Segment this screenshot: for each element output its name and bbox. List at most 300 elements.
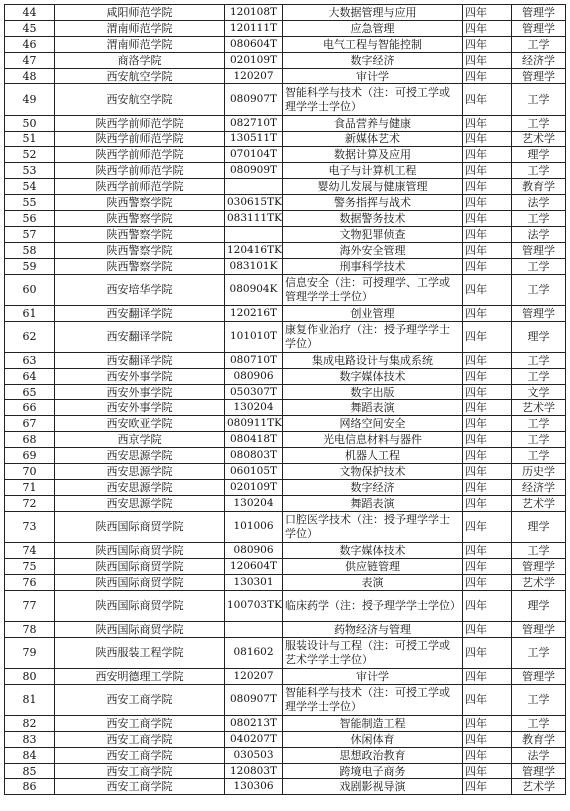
table-row: [5, 400, 566, 416]
cell-major-code: 070104T: [225, 147, 283, 163]
cell-major-name: 舞蹈表演: [283, 400, 463, 416]
cell-major-code: 081602: [225, 637, 283, 668]
cell-school: 西安外事学院: [55, 384, 225, 400]
cell-degree: 经济学: [512, 52, 566, 68]
cell-degree: 工学: [512, 542, 566, 558]
cell-degree: 历史学: [512, 464, 566, 480]
table-row: [5, 763, 566, 779]
cell-degree: 法学: [512, 226, 566, 242]
cell-major-name: 审计学: [283, 68, 463, 84]
cell-seq: 67: [5, 416, 55, 432]
cell-degree: 理学: [512, 511, 566, 542]
cell-degree: 艺术学: [512, 495, 566, 511]
cell-major-name: 数字经济: [283, 52, 463, 68]
cell-school: 陕西学前师范学院: [55, 147, 225, 163]
cell-school: 西安工商学院: [55, 731, 225, 747]
cell-major-name: 警务指挥与战术: [283, 195, 463, 211]
cell-major-code: 082710T: [225, 115, 283, 131]
cell-duration: 四年: [463, 448, 512, 464]
cell-major-code: 120207: [225, 68, 283, 84]
cell-school: 西安翻译学院: [55, 305, 225, 321]
cell-duration: 四年: [463, 731, 512, 747]
cell-school: 渭南师范学院: [55, 36, 225, 52]
cell-seq: 73: [5, 511, 55, 542]
cell-degree: 教育学: [512, 179, 566, 195]
cell-school: 陕西国际商贸学院: [55, 511, 225, 542]
major-approval-table: [4, 4, 566, 795]
cell-major-code: 080710T: [225, 352, 283, 368]
cell-seq: 62: [5, 321, 55, 352]
table-row: [5, 179, 566, 195]
table-row: [5, 542, 566, 558]
table-row: [5, 416, 566, 432]
cell-seq: 61: [5, 305, 55, 321]
cell-seq: 77: [5, 590, 55, 621]
cell-duration: 四年: [463, 163, 512, 179]
cell-major-name: 审计学: [283, 668, 463, 684]
cell-duration: 四年: [463, 416, 512, 432]
cell-degree: 工学: [512, 274, 566, 305]
cell-school: 西安工商学院: [55, 763, 225, 779]
cell-major-code: 080418T: [225, 432, 283, 448]
cell-major-name: 网络空间安全: [283, 416, 463, 432]
cell-degree: 工学: [512, 163, 566, 179]
cell-duration: 四年: [463, 542, 512, 558]
cell-school: 陕西警察学院: [55, 195, 225, 211]
cell-major-code: 080907T: [225, 84, 283, 115]
table-row: [5, 464, 566, 480]
cell-duration: 四年: [463, 147, 512, 163]
cell-major-code: [225, 621, 283, 637]
table-row: [5, 668, 566, 684]
cell-school: 西安明德理工学院: [55, 668, 225, 684]
cell-major-code: 120803T: [225, 763, 283, 779]
cell-seq: 63: [5, 352, 55, 368]
table-row: [5, 479, 566, 495]
table-row: [5, 368, 566, 384]
cell-major-name: 婴幼儿发展与健康管理: [283, 179, 463, 195]
cell-seq: 44: [5, 5, 55, 21]
cell-degree: 理学: [512, 321, 566, 352]
table-row: [5, 621, 566, 637]
cell-major-name: 数字媒体技术: [283, 368, 463, 384]
cell-major-code: 030503: [225, 747, 283, 763]
cell-major-code: 120207: [225, 668, 283, 684]
cell-school: 西安欧亚学院: [55, 416, 225, 432]
cell-school: 西安航空学院: [55, 68, 225, 84]
cell-major-name: 口腔医学技术（注：授予理学学士学位）: [283, 511, 463, 542]
cell-school: 西安工商学院: [55, 747, 225, 763]
cell-school: 咸阳师范学院: [55, 5, 225, 21]
cell-school: 陕西国际商贸学院: [55, 542, 225, 558]
cell-seq: 75: [5, 558, 55, 574]
cell-major-code: [225, 226, 283, 242]
cell-seq: 53: [5, 163, 55, 179]
cell-seq: 79: [5, 637, 55, 668]
cell-major-name: 大数据管理与应用: [283, 5, 463, 21]
cell-seq: 69: [5, 448, 55, 464]
table-row: [5, 5, 566, 21]
cell-major-name: 海外安全管理: [283, 242, 463, 258]
cell-duration: 四年: [463, 384, 512, 400]
cell-seq: 68: [5, 432, 55, 448]
cell-degree: 法学: [512, 195, 566, 211]
cell-major-name: 康复作业治疗（注：授予理学学士学位）: [283, 321, 463, 352]
cell-duration: 四年: [463, 684, 512, 715]
cell-school: 西安外事学院: [55, 400, 225, 416]
table-row: [5, 305, 566, 321]
cell-degree: 艺术学: [512, 574, 566, 590]
table-row: [5, 163, 566, 179]
cell-seq: 48: [5, 68, 55, 84]
cell-major-name: 刑事科学技术: [283, 258, 463, 274]
cell-degree: 工学: [512, 637, 566, 668]
cell-degree: 工学: [512, 416, 566, 432]
cell-degree: 工学: [512, 715, 566, 731]
cell-degree: 管理学: [512, 242, 566, 258]
cell-major-name: 新媒体艺术: [283, 131, 463, 147]
cell-duration: 四年: [463, 352, 512, 368]
cell-seq: 50: [5, 115, 55, 131]
cell-major-name: 电气工程与智能控制: [283, 36, 463, 52]
cell-major-name: 智能制造工程: [283, 715, 463, 731]
cell-school: 西安外事学院: [55, 368, 225, 384]
cell-duration: 四年: [463, 84, 512, 115]
cell-school: 陕西国际商贸学院: [55, 558, 225, 574]
cell-school: 陕西国际商贸学院: [55, 621, 225, 637]
cell-major-name: 智能科学与技术（注：可授工学或理学学士学位）: [283, 84, 463, 115]
cell-major-code: 080906: [225, 542, 283, 558]
cell-duration: 四年: [463, 668, 512, 684]
cell-duration: 四年: [463, 36, 512, 52]
cell-duration: 四年: [463, 195, 512, 211]
cell-major-code: 080213T: [225, 715, 283, 731]
cell-school: 西安思源学院: [55, 448, 225, 464]
cell-school: 西安翻译学院: [55, 352, 225, 368]
table-row: [5, 574, 566, 590]
cell-degree: 管理学: [512, 558, 566, 574]
cell-major-name: 信息安全（注：可授理学、工学或管理学学士学位）: [283, 274, 463, 305]
cell-major-code: 120216T: [225, 305, 283, 321]
cell-major-code: 120108T: [225, 5, 283, 21]
table-row: [5, 321, 566, 352]
cell-duration: 四年: [463, 226, 512, 242]
cell-major-name: 供应链管理: [283, 558, 463, 574]
table-row: [5, 210, 566, 226]
cell-major-name: 数字经济: [283, 479, 463, 495]
cell-school: 陕西警察学院: [55, 242, 225, 258]
cell-duration: 四年: [463, 621, 512, 637]
cell-major-name: 数据计算及应用: [283, 147, 463, 163]
cell-major-code: 080604T: [225, 36, 283, 52]
cell-degree: 管理学: [512, 621, 566, 637]
cell-degree: 工学: [512, 448, 566, 464]
cell-seq: 54: [5, 179, 55, 195]
cell-school: 西京学院: [55, 432, 225, 448]
cell-duration: 四年: [463, 637, 512, 668]
cell-major-name: 舞蹈表演: [283, 495, 463, 511]
table-row: [5, 779, 566, 795]
table-row: [5, 432, 566, 448]
cell-major-code: 080909T: [225, 163, 283, 179]
cell-school: 西安工商学院: [55, 715, 225, 731]
cell-seq: 60: [5, 274, 55, 305]
document-page: [4, 4, 565, 795]
cell-school: 陕西学前师范学院: [55, 179, 225, 195]
cell-duration: 四年: [463, 574, 512, 590]
cell-major-name: 创业管理: [283, 305, 463, 321]
cell-degree: 艺术学: [512, 400, 566, 416]
cell-major-name: 光电信息材料与器件: [283, 432, 463, 448]
cell-major-name: 电子与计算机工程: [283, 163, 463, 179]
cell-major-code: 080906: [225, 368, 283, 384]
cell-seq: 55: [5, 195, 55, 211]
cell-school: 陕西警察学院: [55, 258, 225, 274]
cell-seq: 56: [5, 210, 55, 226]
cell-school: 陕西警察学院: [55, 226, 225, 242]
cell-major-code: 083101K: [225, 258, 283, 274]
cell-major-name: 戏剧影视导演: [283, 779, 463, 795]
cell-major-name: 应急管理: [283, 20, 463, 36]
cell-duration: 四年: [463, 5, 512, 21]
cell-degree: 管理学: [512, 20, 566, 36]
cell-duration: 四年: [463, 258, 512, 274]
cell-major-name: 文物犯罪侦查: [283, 226, 463, 242]
cell-school: 渭南师范学院: [55, 20, 225, 36]
cell-degree: 管理学: [512, 68, 566, 84]
cell-major-name: 临床药学（注：授予理学学士学位）: [283, 590, 463, 621]
table-row: [5, 511, 566, 542]
table-row: [5, 448, 566, 464]
cell-major-name: 文物保护技术: [283, 464, 463, 480]
cell-degree: 工学: [512, 210, 566, 226]
cell-seq: 57: [5, 226, 55, 242]
cell-major-code: 130204: [225, 400, 283, 416]
cell-seq: 80: [5, 668, 55, 684]
cell-duration: 四年: [463, 432, 512, 448]
cell-degree: 工学: [512, 432, 566, 448]
table-row: [5, 590, 566, 621]
table-row: [5, 731, 566, 747]
cell-major-name: 跨境电子商务: [283, 763, 463, 779]
cell-duration: 四年: [463, 368, 512, 384]
cell-school: 陕西国际商贸学院: [55, 590, 225, 621]
table-row: [5, 131, 566, 147]
cell-school: 西安思源学院: [55, 495, 225, 511]
table-row: [5, 226, 566, 242]
cell-seq: 45: [5, 20, 55, 36]
cell-seq: 81: [5, 684, 55, 715]
cell-degree: 工学: [512, 115, 566, 131]
cell-major-code: 120416TK: [225, 242, 283, 258]
cell-degree: 工学: [512, 84, 566, 115]
cell-degree: 工学: [512, 352, 566, 368]
cell-duration: 四年: [463, 400, 512, 416]
cell-major-code: 120111T: [225, 20, 283, 36]
table-row: [5, 242, 566, 258]
table-row: [5, 747, 566, 763]
table-row: [5, 258, 566, 274]
cell-major-name: 思想政治教育: [283, 747, 463, 763]
cell-major-name: 数字媒体技术: [283, 542, 463, 558]
cell-duration: 四年: [463, 20, 512, 36]
table-row: [5, 384, 566, 400]
table-row: [5, 68, 566, 84]
cell-degree: 工学: [512, 368, 566, 384]
cell-major-code: 040207T: [225, 731, 283, 747]
table-row: [5, 274, 566, 305]
cell-seq: 85: [5, 763, 55, 779]
cell-school: 陕西警察学院: [55, 210, 225, 226]
cell-major-code: 050307T: [225, 384, 283, 400]
cell-degree: 教育学: [512, 731, 566, 747]
cell-school: 西安工商学院: [55, 684, 225, 715]
table-row: [5, 637, 566, 668]
cell-seq: 65: [5, 384, 55, 400]
table-row: [5, 84, 566, 115]
cell-school: 陕西学前师范学院: [55, 131, 225, 147]
cell-major-name: 表演: [283, 574, 463, 590]
table-body: [5, 5, 566, 795]
cell-major-name: 集成电路设计与集成系统: [283, 352, 463, 368]
cell-duration: 四年: [463, 747, 512, 763]
cell-major-name: 机器人工程: [283, 448, 463, 464]
cell-seq: 82: [5, 715, 55, 731]
cell-duration: 四年: [463, 558, 512, 574]
cell-duration: 四年: [463, 68, 512, 84]
cell-major-name: 服装设计与工程（注：可授工学或艺术学学士学位）: [283, 637, 463, 668]
cell-school: 西安航空学院: [55, 84, 225, 115]
cell-major-code: 130306: [225, 779, 283, 795]
cell-duration: 四年: [463, 305, 512, 321]
cell-seq: 52: [5, 147, 55, 163]
cell-seq: 59: [5, 258, 55, 274]
cell-major-code: 080803T: [225, 448, 283, 464]
table-row: [5, 715, 566, 731]
table-row: [5, 558, 566, 574]
cell-major-code: 120604T: [225, 558, 283, 574]
cell-seq: 49: [5, 84, 55, 115]
cell-seq: 84: [5, 747, 55, 763]
table-row: [5, 115, 566, 131]
cell-seq: 76: [5, 574, 55, 590]
cell-school: 商洛学院: [55, 52, 225, 68]
cell-seq: 64: [5, 368, 55, 384]
cell-major-code: 080904K: [225, 274, 283, 305]
cell-degree: 法学: [512, 747, 566, 763]
cell-degree: 艺术学: [512, 779, 566, 795]
cell-major-name: 数据警务技术: [283, 210, 463, 226]
cell-duration: 四年: [463, 210, 512, 226]
cell-major-code: [225, 179, 283, 195]
cell-duration: 四年: [463, 274, 512, 305]
cell-major-code: 100703TK: [225, 590, 283, 621]
table-row: [5, 52, 566, 68]
cell-school: 西安思源学院: [55, 479, 225, 495]
cell-major-code: 060105T: [225, 464, 283, 480]
cell-seq: 78: [5, 621, 55, 637]
cell-major-name: 数字出版: [283, 384, 463, 400]
cell-duration: 四年: [463, 495, 512, 511]
cell-degree: 工学: [512, 684, 566, 715]
cell-duration: 四年: [463, 179, 512, 195]
cell-degree: 管理学: [512, 763, 566, 779]
cell-degree: 理学: [512, 590, 566, 621]
cell-degree: 工学: [512, 258, 566, 274]
cell-school: 西安翻译学院: [55, 321, 225, 352]
cell-degree: 工学: [512, 36, 566, 52]
cell-seq: 83: [5, 731, 55, 747]
cell-seq: 51: [5, 131, 55, 147]
cell-duration: 四年: [463, 511, 512, 542]
cell-major-code: 083111TK: [225, 210, 283, 226]
cell-degree: 理学: [512, 147, 566, 163]
cell-major-name: 智能科学与技术（注：可授工学或理学学士学位）: [283, 684, 463, 715]
cell-school: 西安培华学院: [55, 274, 225, 305]
cell-major-code: 020109T: [225, 52, 283, 68]
cell-major-code: 101006: [225, 511, 283, 542]
cell-seq: 74: [5, 542, 55, 558]
table-row: [5, 20, 566, 36]
cell-major-code: 130204: [225, 495, 283, 511]
cell-seq: 46: [5, 36, 55, 52]
cell-degree: 文学: [512, 384, 566, 400]
table-row: [5, 195, 566, 211]
cell-duration: 四年: [463, 115, 512, 131]
cell-duration: 四年: [463, 131, 512, 147]
cell-duration: 四年: [463, 479, 512, 495]
cell-seq: 47: [5, 52, 55, 68]
cell-degree: 艺术学: [512, 131, 566, 147]
cell-degree: 管理学: [512, 305, 566, 321]
cell-school: 陕西学前师范学院: [55, 115, 225, 131]
cell-major-name: 药物经济与管理: [283, 621, 463, 637]
cell-major-name: 食品营养与健康: [283, 115, 463, 131]
cell-duration: 四年: [463, 715, 512, 731]
cell-school: 西安思源学院: [55, 464, 225, 480]
cell-major-code: 030615TK: [225, 195, 283, 211]
cell-seq: 86: [5, 779, 55, 795]
cell-major-code: 101010T: [225, 321, 283, 352]
cell-degree: 管理学: [512, 668, 566, 684]
cell-duration: 四年: [463, 763, 512, 779]
cell-major-code: 080911TK: [225, 416, 283, 432]
cell-school: 陕西国际商贸学院: [55, 574, 225, 590]
table-row: [5, 36, 566, 52]
cell-seq: 70: [5, 464, 55, 480]
table-row: [5, 495, 566, 511]
cell-duration: 四年: [463, 52, 512, 68]
cell-seq: 72: [5, 495, 55, 511]
cell-seq: 71: [5, 479, 55, 495]
cell-duration: 四年: [463, 590, 512, 621]
cell-school: 西安工商学院: [55, 779, 225, 795]
cell-duration: 四年: [463, 779, 512, 795]
cell-major-code: 130511T: [225, 131, 283, 147]
cell-degree: 经济学: [512, 479, 566, 495]
table-row: [5, 684, 566, 715]
cell-major-code: 080907T: [225, 684, 283, 715]
cell-duration: 四年: [463, 242, 512, 258]
cell-degree: 管理学: [512, 5, 566, 21]
cell-duration: 四年: [463, 321, 512, 352]
cell-school: 陕西学前师范学院: [55, 163, 225, 179]
table-row: [5, 352, 566, 368]
cell-major-code: 130301: [225, 574, 283, 590]
table-row: [5, 147, 566, 163]
cell-major-code: 020109T: [225, 479, 283, 495]
cell-seq: 58: [5, 242, 55, 258]
